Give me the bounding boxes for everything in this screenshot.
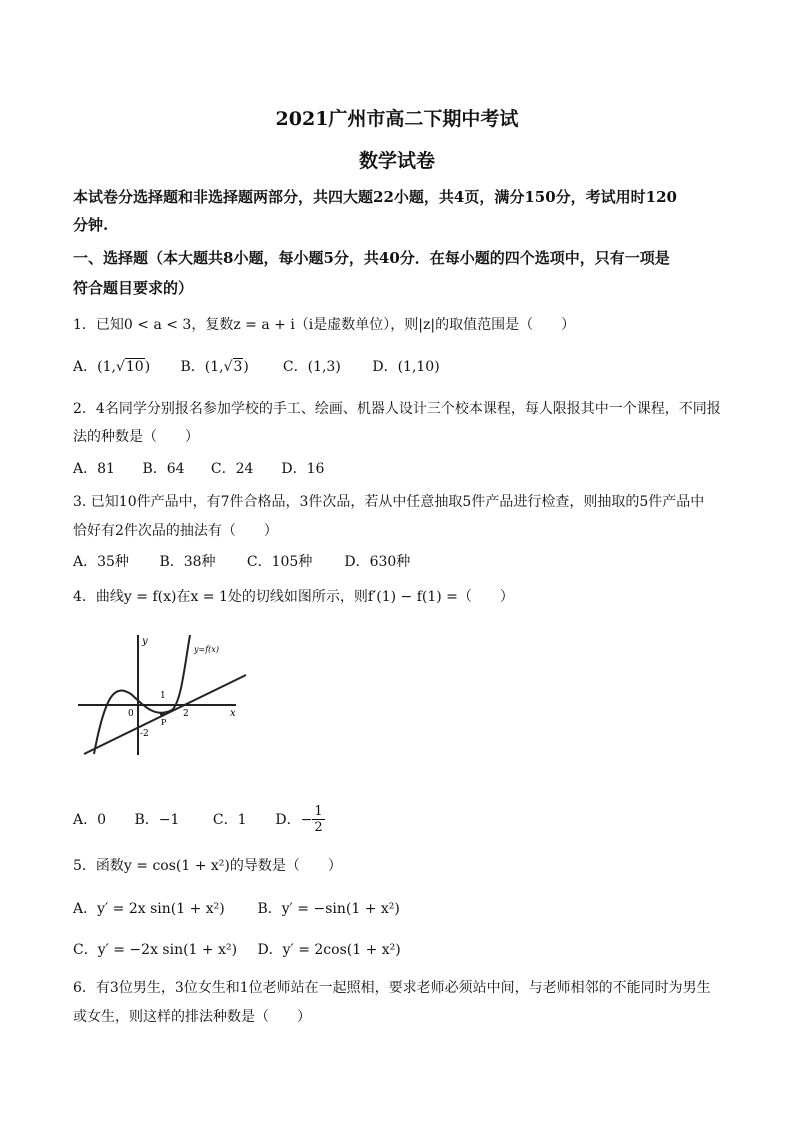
graph-tick-2: 2 — [183, 709, 189, 719]
page-title: 2021广州市高二下期中考试 — [275, 108, 519, 130]
question-5-options-ab — [73, 898, 400, 918]
q4-option-d — [275, 804, 324, 835]
graph-y-label: y — [142, 636, 148, 647]
q3-option-d: D．630种 — [344, 554, 411, 570]
q2-option-c: C．24 — [210, 461, 254, 477]
question-5-stem: 5．函数y = cos(1 + x²)的导数是（ ） — [73, 858, 342, 874]
q3-option-c: C．105种 — [246, 554, 313, 570]
question-4-stem: 4．曲线y = f(x)在x = 1处的切线如图所示，则f′(1) − f(1) =（ ） — [73, 589, 514, 605]
question-3-options — [73, 551, 410, 571]
question-2-stem: 2．4名同学分别报名参加学校的手工、绘画、机器人设计三个校本课程，每人限报其中一个课程，不同报 — [73, 401, 721, 417]
intro-text-cont: 分钟. — [73, 216, 109, 234]
q4-option-d-numerator: 1 — [314, 804, 323, 819]
q5-option-c: C．y′ = −2x sin(1 + x²) — [73, 942, 238, 958]
graph-point-label: P — [161, 718, 167, 727]
section-heading: 一、选择题（本大题共8小题，每小题5分，共40分．在每小题的四个选项中，只有一项是 — [73, 249, 670, 267]
question-4-options — [73, 804, 325, 835]
graph-tick-neg2: -2 — [140, 729, 149, 739]
question-3-stem: 3. 已知10件产品中，有7件合格品，3件次品，若从中任意抽取5件产品进行检查，则抽取的5件产品中 — [73, 494, 705, 510]
q2-option-d: D．16 — [281, 461, 325, 477]
q3-option-a: A．35种 — [73, 554, 129, 570]
graph-tick-1: 1 — [160, 691, 166, 701]
q1-option-b-label: B． — [180, 359, 205, 375]
question-2-stem-cont: 法的种数是（ ） — [73, 429, 199, 445]
q4-option-d-denominator: 2 — [314, 820, 323, 835]
q3-option-b: B．38种 — [159, 554, 216, 570]
q4-option-d-label: D．− — [275, 811, 313, 828]
q1-option-b-sqrt: 3 — [233, 359, 243, 375]
q5-option-b: B．y′ = −sin(1 + x²) — [257, 901, 400, 917]
question-2-options — [73, 458, 324, 478]
q1-option-a-post: ) — [144, 359, 151, 375]
graph-x-label: x — [230, 708, 236, 719]
q1-option-a-sqrt: 10 — [125, 359, 144, 375]
question-6-stem-cont: 或女生，则这样的排法种数是（ ） — [73, 1009, 311, 1025]
q1-option-c: C．(1,3) — [282, 359, 341, 375]
q2-option-a: A．81 — [73, 461, 115, 477]
q4-option-a: A．0 — [73, 811, 107, 828]
q4-option-c: C．1 — [212, 811, 247, 828]
q2-option-b: B．64 — [142, 461, 185, 477]
q1-option-a-label: A． — [73, 359, 98, 375]
q1-option-a: A．(1,√10) — [73, 356, 176, 376]
graph-curve-label: y=f(x) — [194, 645, 219, 654]
q4-option-d-fraction — [312, 804, 324, 835]
page-subtitle: 数学试卷 — [358, 150, 435, 172]
q5-option-d: D．y′ = 2cos(1 + x²) — [257, 942, 401, 958]
section-heading-cont: 符合题目要求的） — [73, 279, 194, 297]
graph-tangent-point — [160, 712, 164, 716]
q1-option-b-post: ) — [243, 359, 249, 375]
q4-option-b: B．−1 — [134, 811, 180, 828]
question-1-stem: 1．已知0 < a < 3，复数z = a + i（i是虚数单位），则|z|的取值范围是（ ） — [73, 317, 576, 333]
graph-tangent-line — [84, 675, 246, 754]
q5-option-a: A．y′ = 2x sin(1 + x²) — [73, 901, 225, 917]
question-5-options-cd — [73, 939, 401, 959]
q1-option-d: D．(1,10) — [372, 359, 440, 375]
q1-option-b-pre: (1, — [204, 359, 224, 375]
graph-origin-label: 0 — [128, 709, 134, 719]
q1-option-b: B．(1,√3) — [180, 356, 278, 376]
q1-option-a-pre: (1, — [97, 359, 116, 375]
intro-text: 本试卷分选择题和非选择题两部分，共四大题22小题，共4页，满分150分，考试用时120 — [73, 188, 677, 206]
tangent-line-graph — [76, 630, 256, 765]
question-6-stem: 6．有3位男生，3位女生和1位老师站在一起照相，要求老师必须站中间，与老师相邻的不能同时为男生 — [73, 980, 711, 996]
question-3-stem-cont: 恰好有2件次品的抽法有（ ） — [73, 523, 278, 539]
question-1-options — [73, 356, 440, 376]
